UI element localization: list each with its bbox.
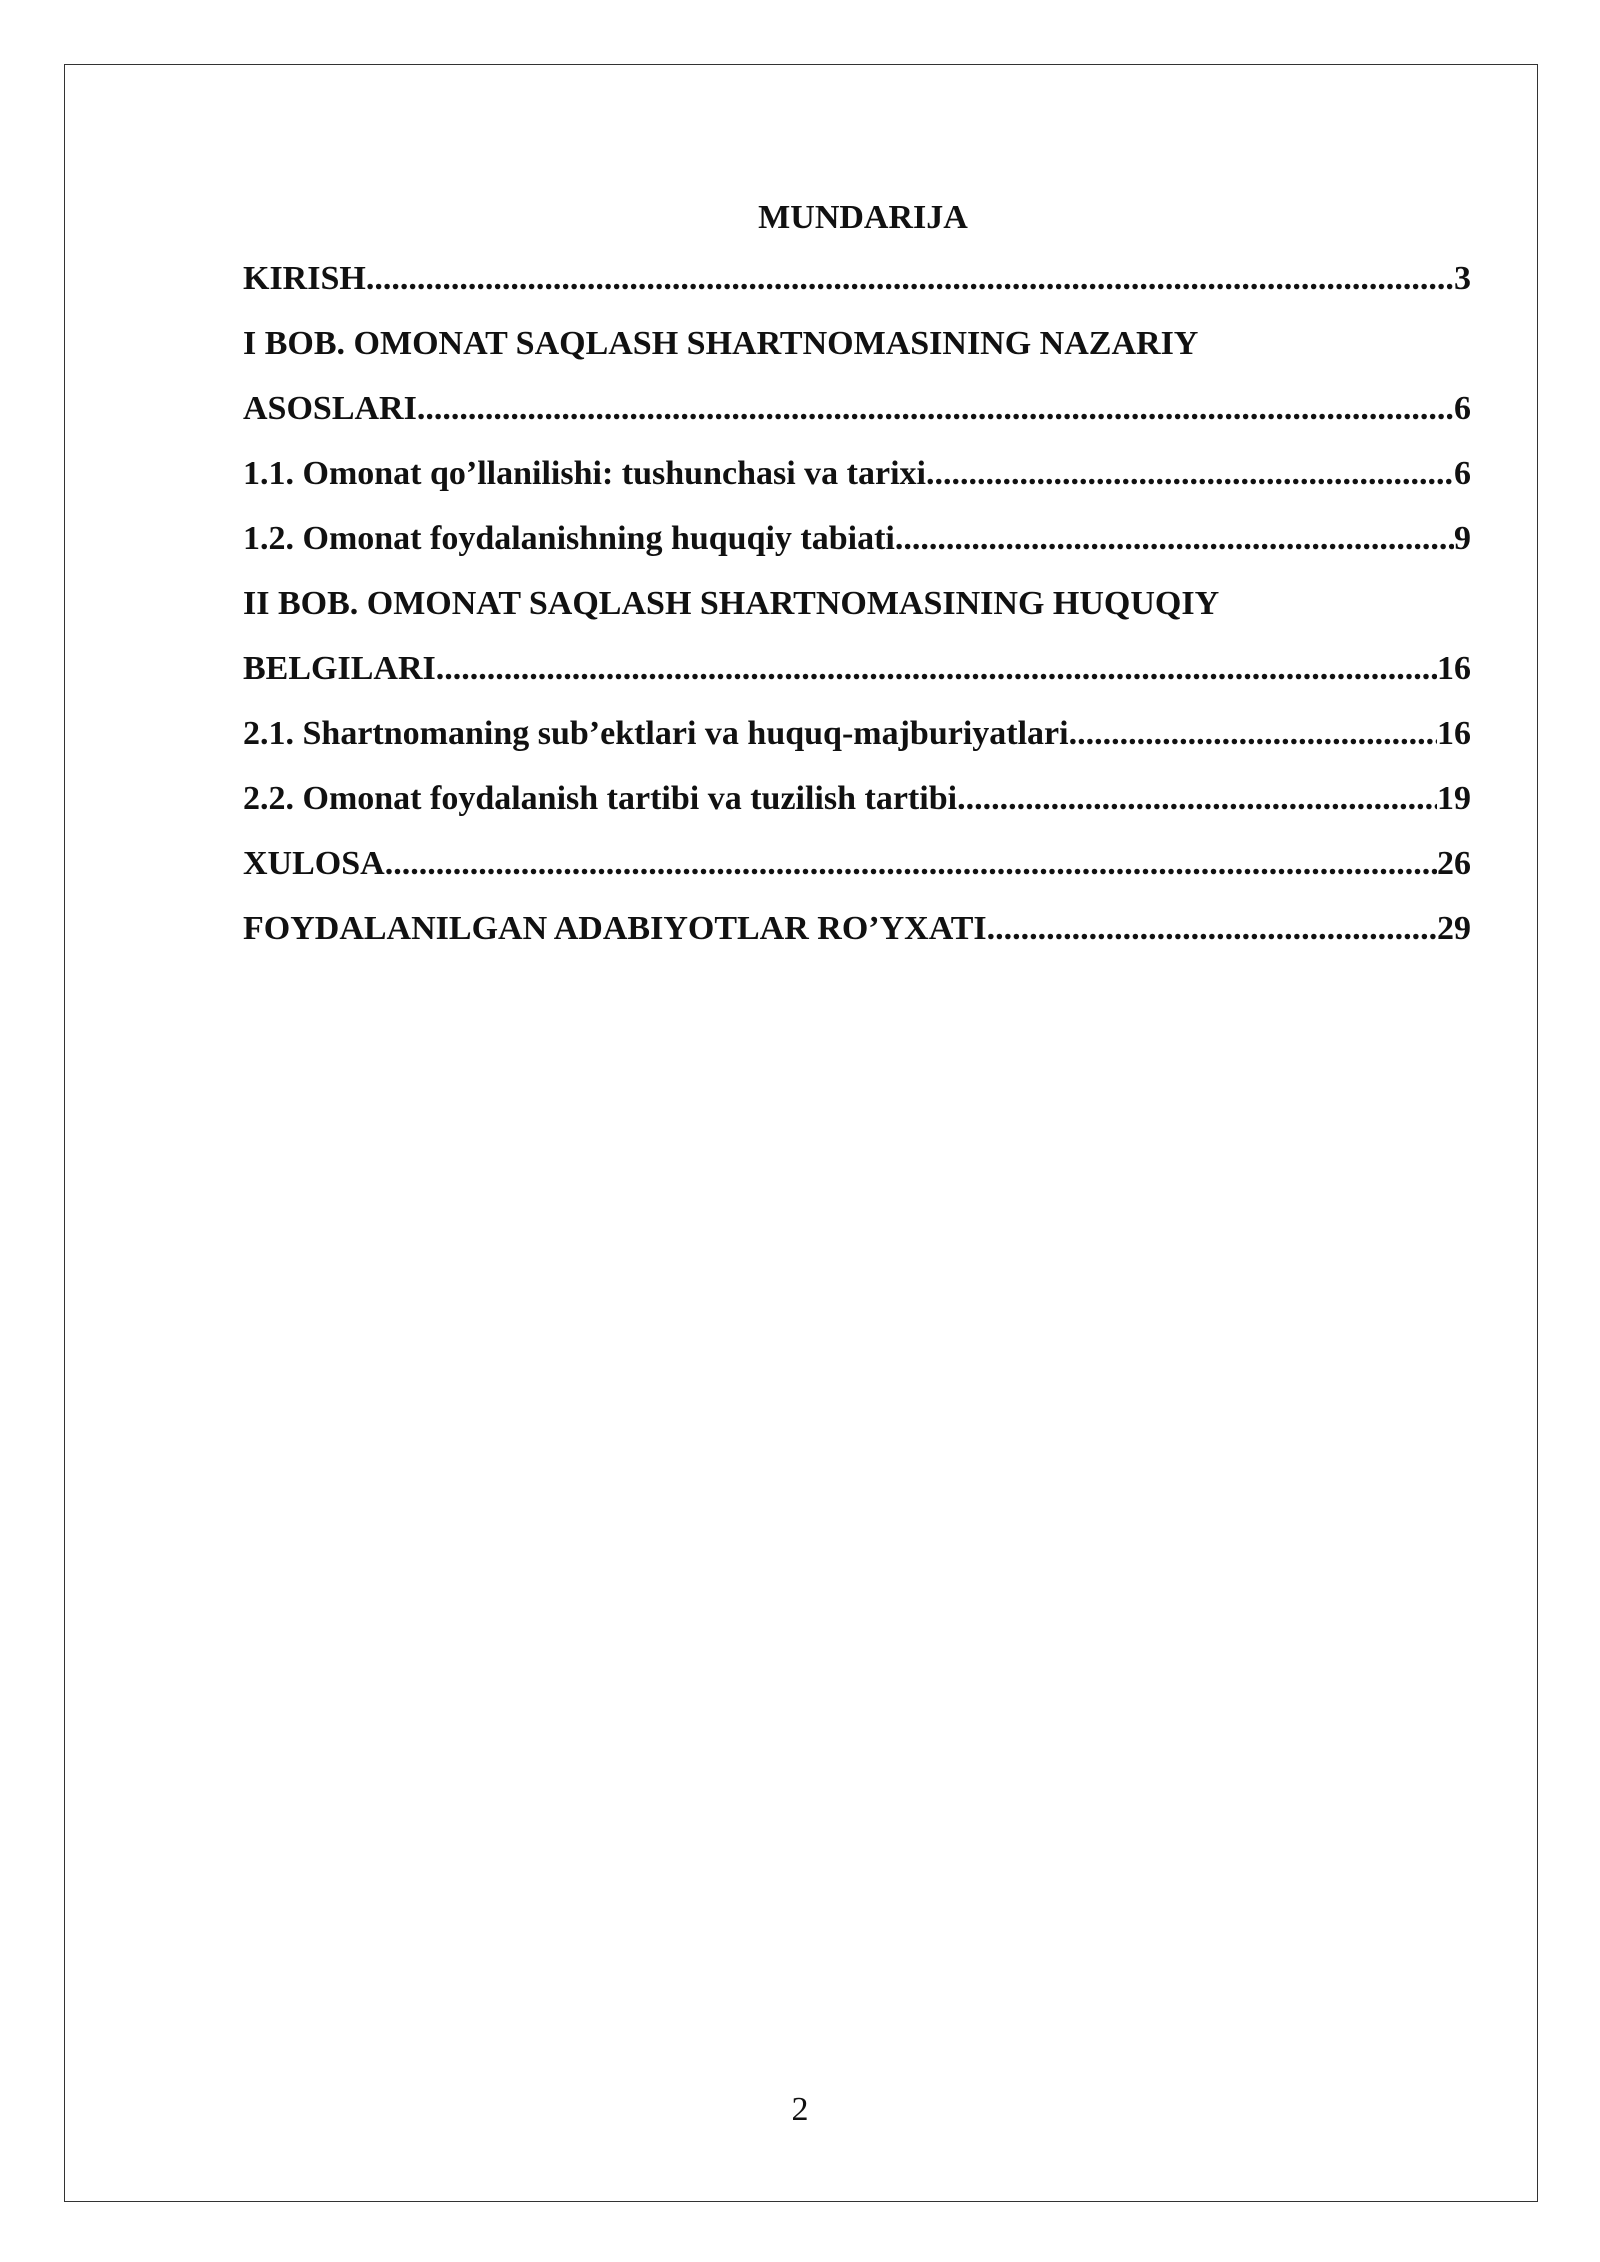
toc-entry-section-2-2: [243, 766, 1471, 831]
toc-entry-page: 29: [1437, 910, 1471, 947]
toc-entry-page: 19: [1437, 780, 1471, 817]
dot-leader: [987, 896, 1437, 961]
toc-entry-label: I BOB. OMONAT SAQLASH SHARTNOMASINING NAZARIY: [243, 325, 1199, 362]
toc-entry-bibliography: [243, 896, 1471, 961]
toc-entry-label: KIRISH: [243, 260, 366, 297]
toc-entry-label: 2.1. Shartnomaning sub’ektlari va huquq-majburiyatlari: [243, 715, 1069, 752]
toc-entry-page: 6: [1454, 455, 1471, 492]
toc-entry-chapter-1-heading: [243, 311, 1471, 376]
toc-entry-section-2-1: [243, 701, 1471, 766]
dot-leader: [895, 506, 1454, 571]
dot-leader: [366, 246, 1454, 311]
toc-entry-label: ASOSLARI: [243, 390, 417, 427]
toc-entry-label: 1.2. Omonat foydalanishning huquqiy tabiati: [243, 520, 895, 557]
dot-leader: [417, 376, 1454, 441]
toc-entry-label: II BOB. OMONAT SAQLASH SHARTNOMASINING HUQUQIY: [243, 585, 1220, 622]
dot-leader: [1069, 701, 1437, 766]
toc-entry-section-1-2: [243, 506, 1471, 571]
toc-entry-xulosa: [243, 831, 1471, 896]
toc-entry-page: 6: [1454, 390, 1471, 427]
toc-title: MUNDARIJA: [758, 199, 968, 236]
toc-entry-section-1-1: [243, 441, 1471, 506]
page-number: 2: [791, 2091, 809, 2128]
toc-entry-page: 16: [1437, 650, 1471, 687]
toc-entry-label: 1.1. Omonat qo’llanilishi: tushunchasi va tarixi: [243, 455, 926, 492]
toc-entry-label: BELGILARI: [243, 650, 436, 687]
toc-entry-chapter-2: [243, 636, 1471, 701]
toc-entry-chapter-1: [243, 376, 1471, 441]
toc-entry-label: 2.2. Omonat foydalanish tartibi va tuzilish tartibi: [243, 780, 958, 817]
toc-entry-chapter-2-heading: [243, 571, 1471, 636]
toc-entry-kirish: [243, 246, 1471, 311]
dot-leader: [957, 766, 1437, 831]
toc-entry-page: 26: [1437, 845, 1471, 882]
toc-entry-label: FOYDALANILGAN ADABIYOTLAR RO’YXATI: [243, 910, 987, 947]
dot-leader: [436, 636, 1437, 701]
table-of-contents: [243, 190, 1471, 961]
toc-entry-page: 9: [1454, 520, 1471, 557]
toc-entry-page: 3: [1454, 260, 1471, 297]
toc-entry-label: XULOSA: [243, 845, 385, 882]
toc-entry-page: 16: [1437, 715, 1471, 752]
dot-leader: [385, 831, 1437, 896]
dot-leader: [926, 441, 1454, 506]
